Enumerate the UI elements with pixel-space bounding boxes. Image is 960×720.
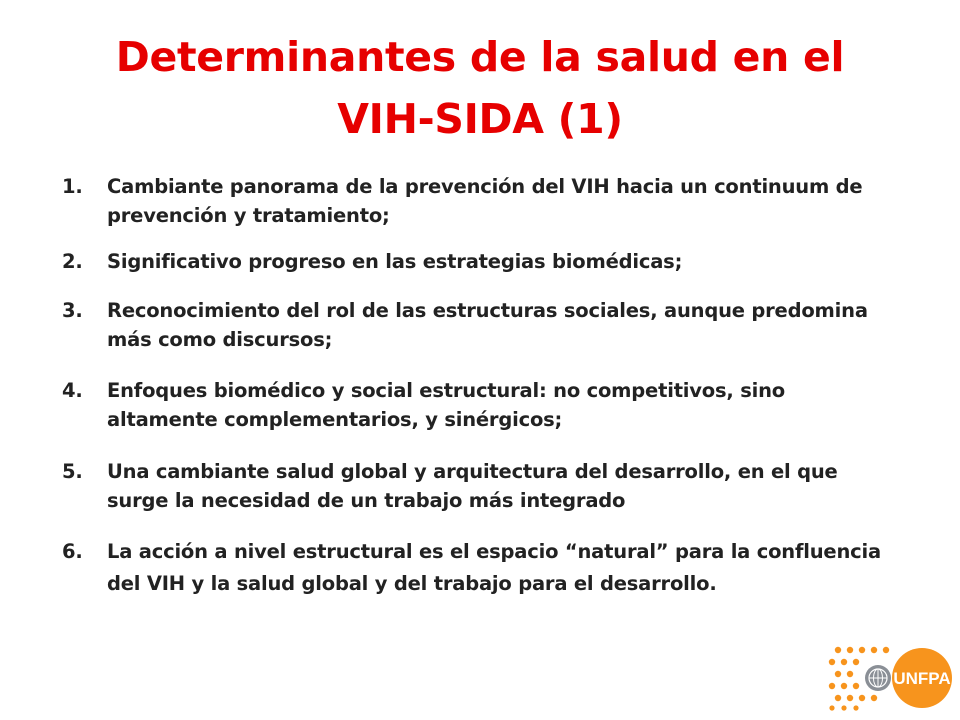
item-text: La acción a nivel estructural es el espacio “natural” para la confluencia del VIH y la salud global y del trabajo para el desarrollo.: [107, 540, 881, 595]
determinants-list: [62, 172, 892, 600]
list-item: [62, 172, 892, 230]
item-text: Una cambiante salud global y arquitectura del desarrollo, en el que surge la necesidad de un trabajo más integrado: [107, 460, 838, 512]
list-item: [62, 457, 892, 515]
slide-title: [40, 26, 920, 150]
un-emblem-icon: [865, 665, 891, 691]
item-text: Significativo progreso en las estrategias biomédicas;: [107, 250, 683, 273]
logo-text: UNFPA: [893, 669, 951, 688]
list-item: [62, 376, 892, 434]
list-item: [62, 247, 892, 276]
item-number: 1.: [62, 175, 83, 198]
item-text: Reconocimiento del rol de las estructuras sociales, aunque predomina más como discursos;: [107, 299, 868, 351]
title-line-1: Determinantes de la salud en el: [115, 33, 845, 81]
item-number: 2.: [62, 250, 83, 273]
title-line-2: VIH-SIDA (1): [337, 95, 623, 143]
item-number: 4.: [62, 379, 83, 402]
unfpa-logo: [826, 644, 952, 712]
list-item: [62, 296, 892, 354]
list-item: [62, 536, 892, 600]
item-number: 5.: [62, 460, 83, 483]
item-text: Enfoques biomédico y social estructural: no competitivos, sino altamente complementarios, y sinérgicos;: [107, 379, 785, 431]
item-number: 3.: [62, 299, 83, 322]
item-number: 6.: [62, 540, 83, 563]
item-text: Cambiante panorama de la prevención del VIH hacia un continuum de prevención y tratamiento;: [107, 175, 863, 227]
